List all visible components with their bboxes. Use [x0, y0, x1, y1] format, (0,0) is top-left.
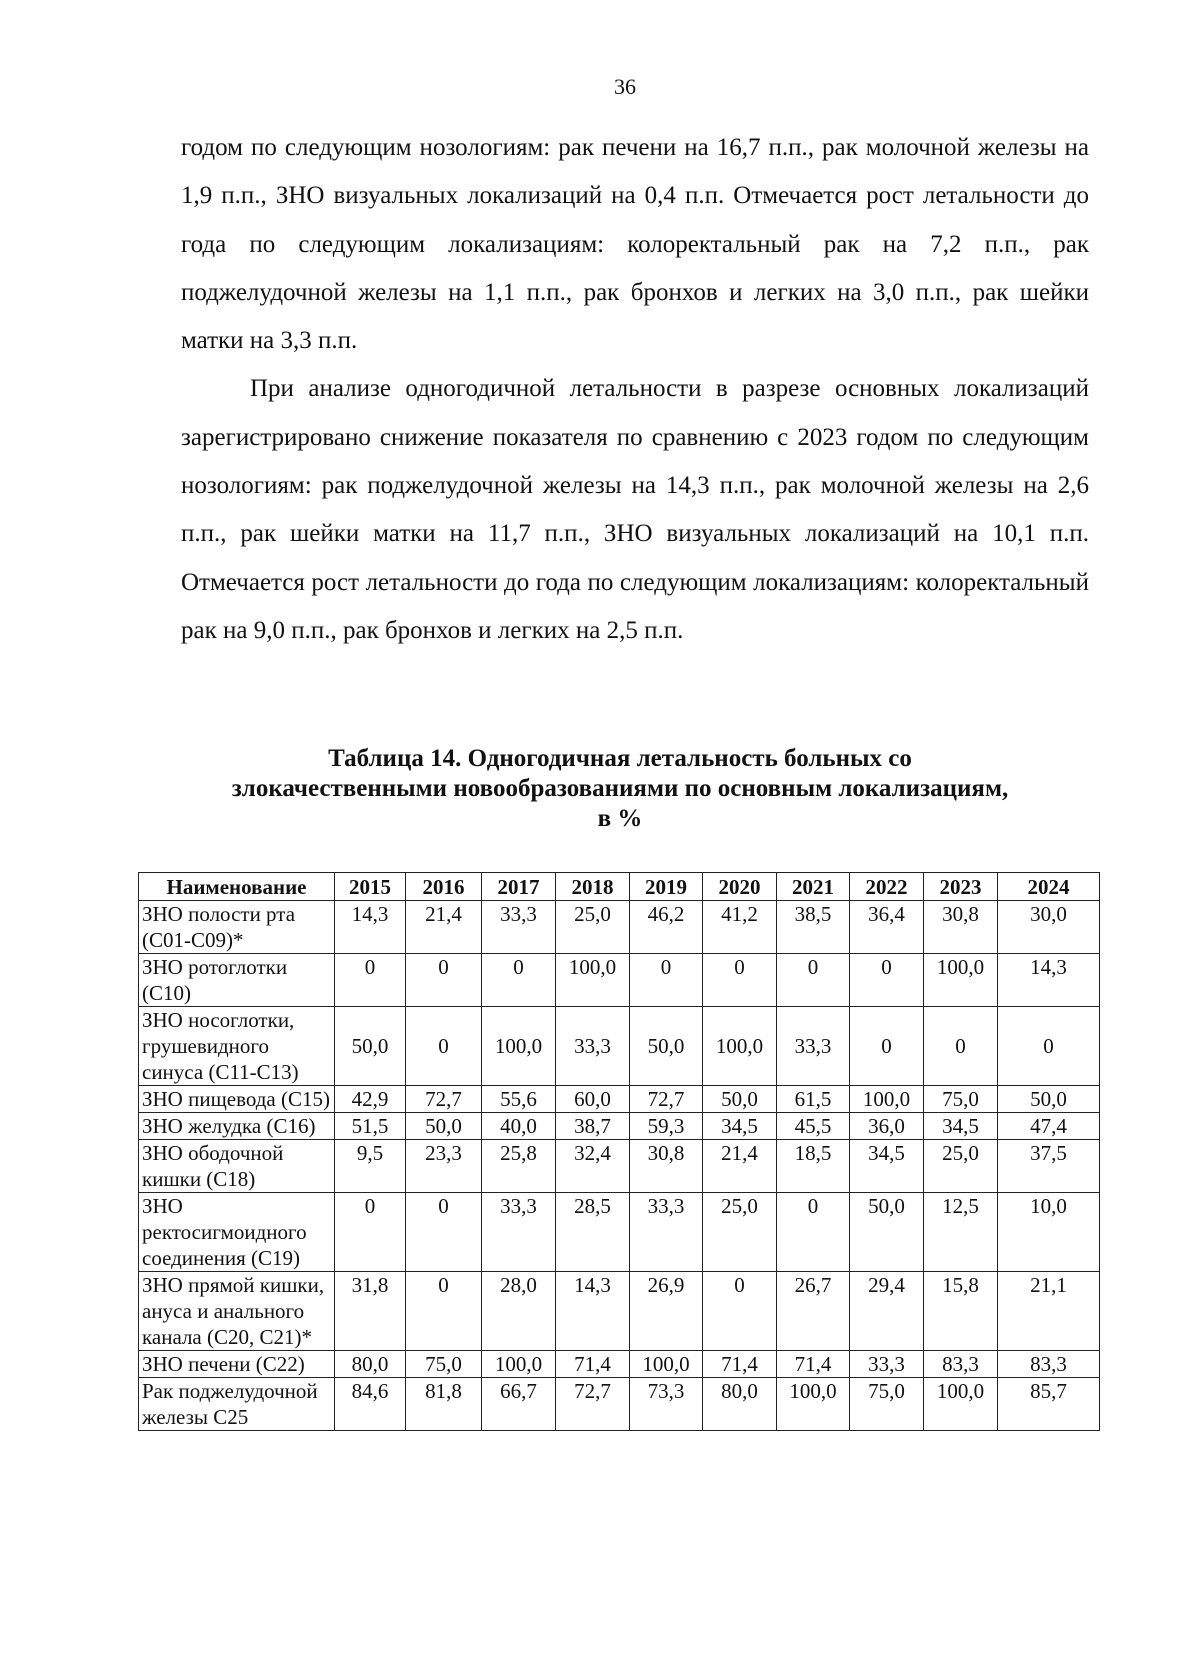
value-cell: 80,0 [335, 1351, 406, 1378]
value-cell: 51,5 [335, 1113, 406, 1140]
value-cell: 25,0 [924, 1140, 998, 1193]
value-cell: 10,0 [998, 1193, 1100, 1272]
value-cell: 50,0 [850, 1193, 924, 1272]
value-cell: 30,0 [998, 901, 1100, 954]
value-cell: 0 [703, 954, 777, 1007]
value-cell: 30,8 [924, 901, 998, 954]
value-cell: 31,8 [335, 1272, 406, 1351]
table-row [139, 901, 1100, 954]
value-cell: 25,0 [703, 1193, 777, 1272]
table-title-line-3: в % [597, 805, 643, 832]
value-cell: 0 [630, 954, 703, 1007]
value-cell: 21,4 [703, 1140, 777, 1193]
body-text [181, 124, 1089, 655]
header-cell: 2018 [556, 873, 630, 901]
value-cell: 50,0 [703, 1086, 777, 1113]
value-cell: 83,3 [924, 1351, 998, 1378]
table-row [139, 1007, 1100, 1086]
value-cell: 73,3 [630, 1378, 703, 1431]
value-cell: 84,6 [335, 1378, 406, 1431]
value-cell: 59,3 [630, 1113, 703, 1140]
value-cell: 0 [850, 1007, 924, 1086]
value-cell: 55,6 [482, 1086, 556, 1113]
table-row [139, 1140, 1100, 1193]
value-cell: 28,5 [556, 1193, 630, 1272]
value-cell: 50,0 [335, 1007, 406, 1086]
value-cell: 46,2 [630, 901, 703, 954]
value-cell: 100,0 [703, 1007, 777, 1086]
value-cell: 71,4 [777, 1351, 850, 1378]
table-title-line-1: Таблица 14. Одногодичная летальность больных со [328, 745, 912, 772]
value-cell: 0 [406, 1007, 482, 1086]
header-cell: 2021 [777, 873, 850, 901]
header-cell: 2023 [924, 873, 998, 901]
header-cell: 2017 [482, 873, 556, 901]
value-cell: 0 [924, 1007, 998, 1086]
table-title [120, 744, 1120, 834]
table-row [139, 1378, 1100, 1431]
value-cell: 34,5 [924, 1113, 998, 1140]
value-cell: 100,0 [924, 954, 998, 1007]
value-cell: 50,0 [406, 1113, 482, 1140]
value-cell: 0 [406, 1272, 482, 1351]
value-cell: 0 [482, 954, 556, 1007]
header-cell: Наименование [139, 873, 335, 901]
value-cell: 23,3 [406, 1140, 482, 1193]
value-cell: 33,3 [777, 1007, 850, 1086]
value-cell: 85,7 [998, 1378, 1100, 1431]
value-cell: 0 [406, 1193, 482, 1272]
row-name-cell: ЗНО прямой кишки, ануса и анального канала (С20, С21)* [139, 1272, 335, 1351]
value-cell: 0 [406, 954, 482, 1007]
value-cell: 60,0 [556, 1086, 630, 1113]
page-number: 36 [614, 74, 636, 99]
value-cell: 34,5 [703, 1113, 777, 1140]
value-cell: 66,7 [482, 1378, 556, 1431]
header-cell: 2019 [630, 873, 703, 901]
value-cell: 30,8 [630, 1140, 703, 1193]
value-cell: 14,3 [335, 901, 406, 954]
header-cell: 2020 [703, 873, 777, 901]
value-cell: 75,0 [406, 1351, 482, 1378]
value-cell: 12,5 [924, 1193, 998, 1272]
value-cell: 25,8 [482, 1140, 556, 1193]
row-name-cell: Рак поджелудочной железы С25 [139, 1378, 335, 1431]
value-cell: 36,0 [850, 1113, 924, 1140]
value-cell: 40,0 [482, 1113, 556, 1140]
value-cell: 100,0 [924, 1378, 998, 1431]
value-cell: 61,5 [777, 1086, 850, 1113]
value-cell: 72,7 [630, 1086, 703, 1113]
value-cell: 0 [777, 954, 850, 1007]
value-cell: 33,3 [482, 901, 556, 954]
value-cell: 0 [335, 1193, 406, 1272]
header-cell: 2016 [406, 873, 482, 901]
row-name-cell: ЗНО пищевода (С15) [139, 1086, 335, 1113]
header-cell: 2024 [998, 873, 1100, 901]
table-header-row [139, 873, 1100, 901]
value-cell: 83,3 [998, 1351, 1100, 1378]
header-cell: 2022 [850, 873, 924, 901]
value-cell: 71,4 [556, 1351, 630, 1378]
table-row [139, 1272, 1100, 1351]
value-cell: 26,7 [777, 1272, 850, 1351]
value-cell: 15,8 [924, 1272, 998, 1351]
value-cell: 80,0 [703, 1378, 777, 1431]
value-cell: 72,7 [406, 1086, 482, 1113]
value-cell: 0 [998, 1007, 1100, 1086]
value-cell: 47,4 [998, 1113, 1100, 1140]
row-name-cell: ЗНО носоглотки, грушевидного синуса (С11-С13) [139, 1007, 335, 1086]
value-cell: 71,4 [703, 1351, 777, 1378]
value-cell: 0 [703, 1272, 777, 1351]
table-row [139, 1086, 1100, 1113]
value-cell: 14,3 [998, 954, 1100, 1007]
value-cell: 33,3 [482, 1193, 556, 1272]
value-cell: 42,9 [335, 1086, 406, 1113]
row-name-cell: ЗНО ректосигмоидного соединения (С19) [139, 1193, 335, 1272]
table-row [139, 1193, 1100, 1272]
value-cell: 36,4 [850, 901, 924, 954]
value-cell: 21,4 [406, 901, 482, 954]
value-cell: 0 [777, 1193, 850, 1272]
value-cell: 21,1 [998, 1272, 1100, 1351]
paragraph-1: годом по следующим нозологиям: рак печени на 16,7 п.п., рак молочной железы на 1,9 п.п., ЗНО визуальных локализаций на 0,4 п.п. Отмечается рост летальности до года по следующим локализациям: колоректальный рак на 7,2 п.п., рак поджелудочной железы на 1,1 п.п., рак бронхов и легких на 3,0 п.п., рак шейки матки на 3,3 п.п. [181, 134, 1089, 355]
value-cell: 25,0 [556, 901, 630, 954]
value-cell: 33,3 [630, 1193, 703, 1272]
value-cell: 37,5 [998, 1140, 1100, 1193]
value-cell: 100,0 [777, 1378, 850, 1431]
value-cell: 38,5 [777, 901, 850, 954]
paragraph-2: При анализе одногодичной летальности в разрезе основных локализаций зарегистрировано снижение показателя по сравнению с 2023 годом по следующим нозологиям: рак поджелудочной железы на 14,3 п.п., рак молочной железы на 2,6 п.п., рак шейки матки на 11,7 п.п., ЗНО визуальных локализаций на 10,1 п.п. Отмечается рост летальности до года по следующим локализациям: колоректальный рак на 9,0 п.п., рак бронхов и легких на 2,5 п.п. [181, 375, 1089, 644]
row-name-cell: ЗНО печени (С22) [139, 1351, 335, 1378]
value-cell: 14,3 [556, 1272, 630, 1351]
value-cell: 9,5 [335, 1140, 406, 1193]
table-row [139, 954, 1100, 1007]
value-cell: 28,0 [482, 1272, 556, 1351]
value-cell: 0 [850, 954, 924, 1007]
value-cell: 100,0 [556, 954, 630, 1007]
value-cell: 100,0 [630, 1351, 703, 1378]
value-cell: 81,8 [406, 1378, 482, 1431]
value-cell: 50,0 [998, 1086, 1100, 1113]
value-cell: 45,5 [777, 1113, 850, 1140]
value-cell: 38,7 [556, 1113, 630, 1140]
row-name-cell: ЗНО ободочной кишки (С18) [139, 1140, 335, 1193]
value-cell: 33,3 [850, 1351, 924, 1378]
value-cell: 75,0 [924, 1086, 998, 1113]
value-cell: 32,4 [556, 1140, 630, 1193]
value-cell: 29,4 [850, 1272, 924, 1351]
value-cell: 41,2 [703, 901, 777, 954]
value-cell: 33,3 [556, 1007, 630, 1086]
value-cell: 26,9 [630, 1272, 703, 1351]
value-cell: 34,5 [850, 1140, 924, 1193]
value-cell: 72,7 [556, 1378, 630, 1431]
row-name-cell: ЗНО ротоглотки (С10) [139, 954, 335, 1007]
value-cell: 50,0 [630, 1007, 703, 1086]
row-name-cell: ЗНО полости рта (С01-С09)* [139, 901, 335, 954]
value-cell: 100,0 [482, 1351, 556, 1378]
value-cell: 100,0 [850, 1086, 924, 1113]
value-cell: 100,0 [482, 1007, 556, 1086]
header-cell: 2015 [335, 873, 406, 901]
value-cell: 0 [335, 954, 406, 1007]
table-row [139, 1113, 1100, 1140]
value-cell: 75,0 [850, 1378, 924, 1431]
row-name-cell: ЗНО желудка (С16) [139, 1113, 335, 1140]
value-cell: 18,5 [777, 1140, 850, 1193]
table-title-line-2: злокачественными новообразованиями по основным локализациям, [231, 775, 1009, 802]
mortality-table [138, 872, 1100, 1431]
table-row [139, 1351, 1100, 1378]
